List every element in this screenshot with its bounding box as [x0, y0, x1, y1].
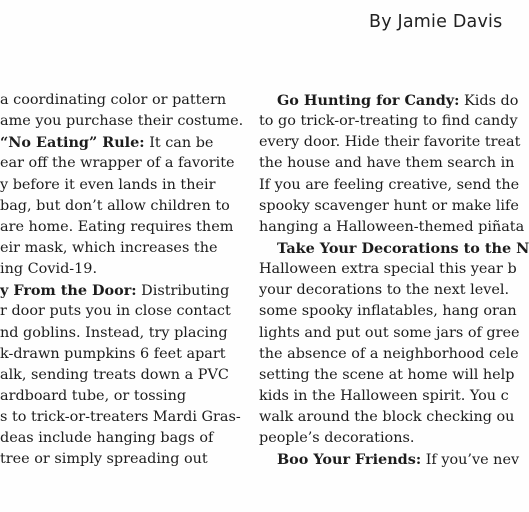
line-text: r door puts you in close contact	[0, 303, 231, 320]
text-line	[259, 386, 512, 407]
line-text: tree or simply spreading out	[0, 451, 208, 468]
text-line	[259, 238, 529, 259]
line-text: the absence of a neighborhood cele	[259, 345, 519, 362]
text-line	[0, 90, 246, 111]
article-column-left	[0, 90, 246, 471]
text-line	[259, 175, 520, 196]
text-line	[259, 280, 512, 301]
text-line	[0, 132, 246, 153]
paragraph-heading: y From the Door:	[0, 282, 137, 300]
line-text: kids in the Halloween spirit. You c	[259, 387, 509, 404]
line-text: spooky scavenger hunt or make life	[259, 197, 519, 214]
line-text: walk around the block checking ou	[259, 409, 515, 426]
paragraph-heading: Take Your Decorations to the N	[277, 239, 529, 257]
line-text: s to trick-or-treaters Mardi Gras-	[0, 409, 241, 426]
text-line	[0, 153, 246, 174]
line-text: If you are feeling creative, send the	[259, 176, 520, 193]
text-line	[259, 428, 512, 449]
text-line	[259, 111, 518, 132]
text-line	[0, 407, 246, 428]
text-line	[0, 428, 246, 449]
text-line	[259, 196, 519, 217]
text-line	[259, 449, 520, 470]
line-text: Halloween extra special this year b	[259, 261, 517, 278]
line-text: k-drawn pumpkins 6 feet apart	[0, 345, 226, 362]
line-text: are home. Eating requires them	[0, 218, 234, 235]
line-text: every door. Hide their favorite treat	[259, 134, 521, 151]
line-text: ing Covid-19.	[0, 261, 98, 278]
line-text: setting the scene at home will help	[259, 366, 515, 383]
line-text: hanging a Halloween-themed piñata	[259, 218, 525, 235]
line-text: It can be	[144, 135, 214, 152]
line-text: the house and have them search in	[259, 155, 515, 172]
text-line	[0, 217, 246, 238]
text-line	[259, 132, 521, 153]
line-text: alk, sending treats down a PVC	[0, 366, 229, 383]
text-line	[0, 175, 246, 196]
text-line	[0, 301, 246, 322]
text-line	[0, 386, 246, 407]
text-line	[259, 153, 515, 174]
line-text: deas include hanging bags of	[0, 430, 214, 447]
line-text: y before it even lands in their	[0, 176, 216, 193]
line-text: eir mask, which increases the	[0, 239, 218, 256]
text-line	[259, 90, 519, 111]
text-line	[259, 407, 515, 428]
line-text: to go trick-or-treating to find candy	[259, 113, 518, 130]
line-text: ardboard tube, or tossing	[0, 387, 187, 404]
line-text: bag, but don’t allow children to	[0, 197, 230, 214]
text-line	[259, 323, 520, 344]
text-line	[0, 449, 246, 470]
text-line	[0, 323, 246, 344]
line-text: some spooky inflatables, hang oran	[259, 303, 517, 320]
line-text: Kids do	[459, 93, 519, 109]
article-byline: By Jamie Davis	[369, 12, 503, 32]
line-text: lights and put out some jars of gree	[259, 324, 520, 341]
line-text: nd goblins. Instead, try placing	[0, 324, 228, 341]
paragraph-heading: Boo Your Friends:	[277, 451, 422, 469]
paragraph-heading: “No Eating” Rule:	[0, 134, 145, 152]
line-text: a coordinating color or pattern	[0, 92, 227, 108]
text-line	[259, 259, 517, 280]
text-line	[0, 280, 246, 301]
line-text: people’s decorations.	[259, 430, 415, 447]
text-line	[0, 111, 246, 132]
text-line	[259, 344, 519, 365]
line-text: your decorations to the next level.	[259, 282, 510, 299]
text-line	[0, 196, 246, 217]
text-line	[259, 365, 515, 386]
text-line	[0, 344, 246, 365]
line-text: Distributing	[136, 283, 230, 300]
text-line	[259, 217, 525, 238]
text-line	[0, 238, 246, 259]
line-text: ame you purchase their costume.	[0, 113, 244, 130]
text-line	[259, 301, 517, 322]
line-text: If you’ve nev	[421, 452, 520, 469]
line-text: ear off the wrapper of a favorite	[0, 155, 235, 172]
text-line	[0, 259, 246, 280]
paragraph-heading: Go Hunting for Candy:	[277, 92, 460, 109]
text-line	[0, 365, 246, 386]
article-column-right	[259, 90, 529, 471]
